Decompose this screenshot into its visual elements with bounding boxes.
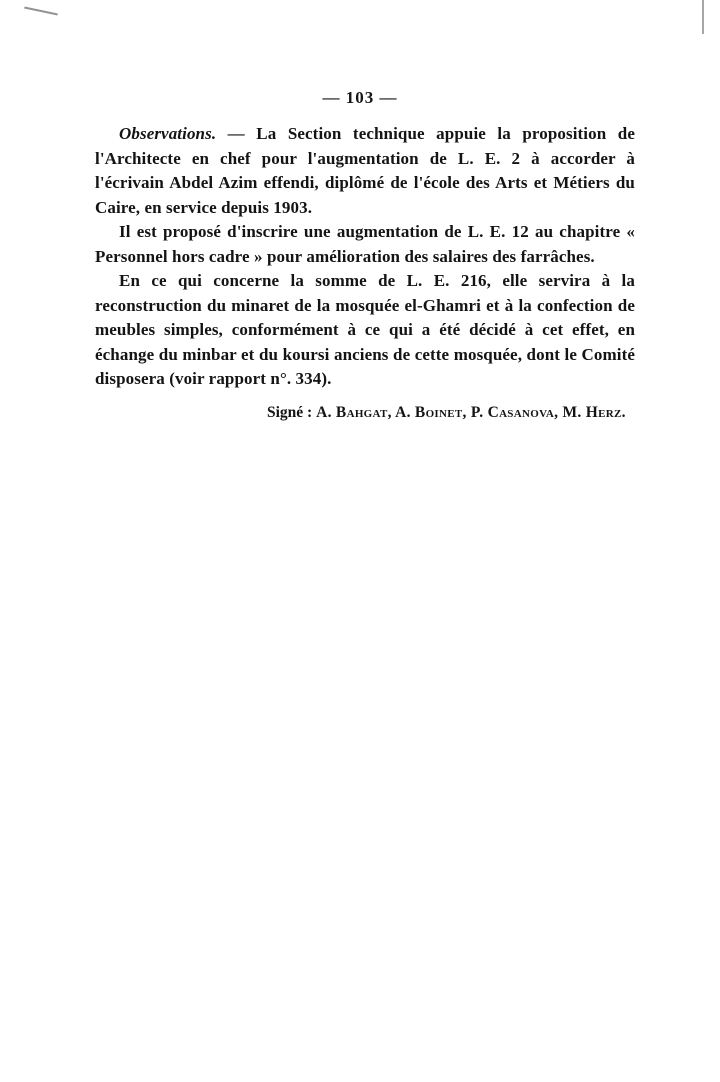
page-number: — 103 — bbox=[322, 88, 398, 107]
signature-line bbox=[95, 404, 635, 422]
paragraph-augmentation: Il est proposé d'inscrire une augmentation de L. E. 12 au chapitre « Personnel hors cadre » pour amélioration des salaires des farrâches. bbox=[95, 222, 635, 266]
signature-prefix: Signé : bbox=[267, 403, 317, 421]
signature-names: A. Bahgat, A. Boinet, P. Casanova, M. Herz. bbox=[316, 403, 626, 421]
scan-artifact-top-left bbox=[24, 6, 58, 15]
paragraph-somme-216: En ce qui concerne la somme de L. E. 216, elle servira à la reconstruction du minaret de la mosquée el-Ghamri et à la confection de meubles simples, conformément à ce qui a été décidé à cet effet, en échange du minbar et du koursi anciens de cette mosquée, dont le Comité disposera (voir rapport n°. 334). bbox=[95, 271, 635, 388]
paragraph-observations bbox=[95, 122, 635, 220]
paragraph-observations-text: — La Section technique appuie la proposition de l'Architecte en chef pour l'augmentation de L. E. 2 à accorder à l'écrivain Abdel Azim effendi, diplômé de l'école des Arts et Métiers du Caire, en service depuis 1903. bbox=[95, 124, 635, 217]
text-block bbox=[95, 122, 635, 422]
observations-label: Observations. bbox=[119, 124, 217, 143]
scan-artifact-top-right bbox=[702, 0, 704, 34]
